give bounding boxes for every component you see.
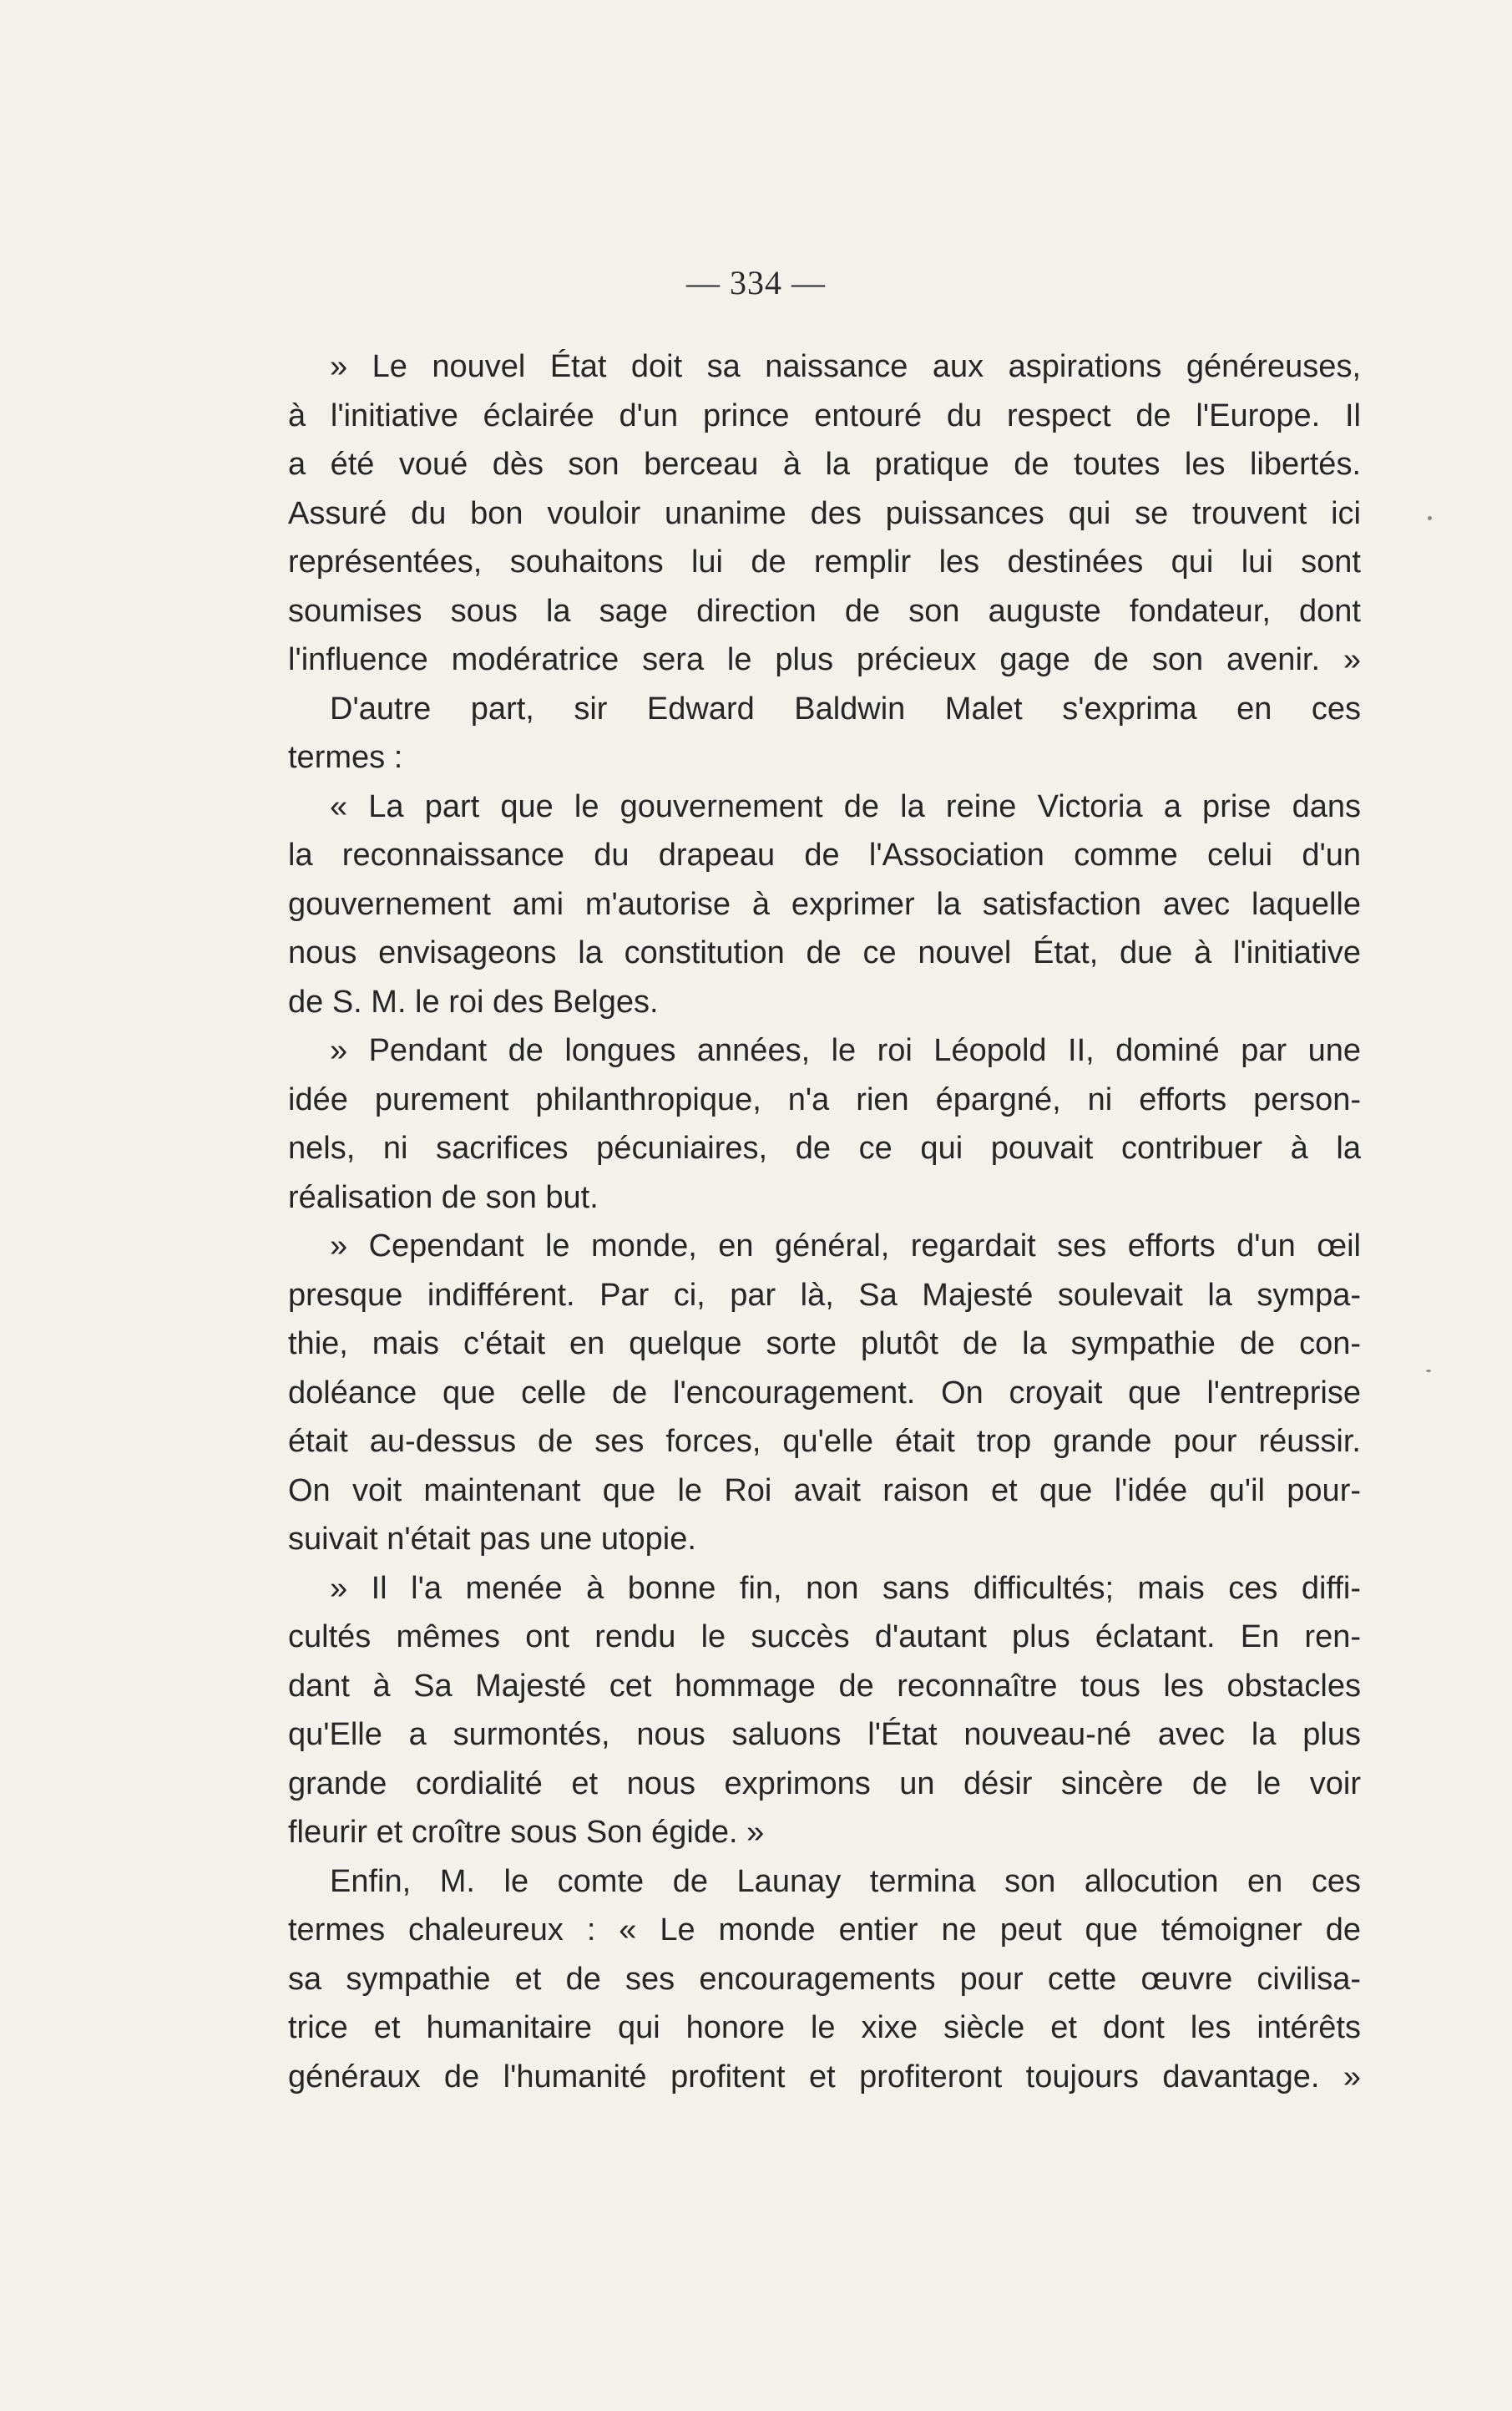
text-line: termes chaleureux : « Le monde entier ne peut que témoigner de <box>288 1912 1361 1948</box>
text-line: » Cependant le monde, en général, regardait ses efforts d'un œil <box>330 1228 1361 1264</box>
text-line: fleurir et croître sous Son égide. » <box>288 1815 765 1850</box>
text-line: » Il l'a menée à bonne fin, non sans difficultés; mais ces diffi- <box>330 1570 1361 1606</box>
text-line: nels, ni sacrifices pécuniaires, de ce qui pouvait contribuer à la <box>288 1131 1361 1166</box>
text-line: trice et humanitaire qui honore le xixe siècle et dont les intérêts <box>288 2010 1361 2045</box>
text-line: Enfin, M. le comte de Launay termina son allocution en ces <box>330 1863 1361 1899</box>
text-line: Assuré du bon vouloir unanime des puissances qui se trouvent ici <box>288 495 1361 531</box>
text-line: cultés mêmes ont rendu le succès d'autant plus éclatant. En ren- <box>288 1619 1361 1654</box>
text-line: presque indifférent. Par ci, par là, Sa Majesté soulevait la sympa- <box>288 1277 1361 1313</box>
text-line: » Pendant de longues années, le roi Léopold II, dominé par une <box>330 1033 1361 1068</box>
text-line: » Le nouvel État doit sa naissance aux aspirations généreuses, <box>330 349 1361 384</box>
text-line: à l'initiative éclairée d'un prince entouré du respect de l'Europe. Il <box>288 398 1361 433</box>
text-line: de S. M. le roi des Belges. <box>288 984 659 1020</box>
page-number: — 334 — <box>686 264 826 301</box>
text-line: « La part que le gouvernement de la reine Victoria a prise dans <box>330 788 1361 824</box>
margin-speck <box>1428 516 1432 520</box>
margin-speck <box>1426 1370 1431 1372</box>
text-line: dant à Sa Majesté cet hommage de reconnaître tous les obstacles <box>288 1668 1361 1704</box>
text-line: la reconnaissance du drapeau de l'Association comme celui d'un <box>288 838 1361 873</box>
text-line: D'autre part, sir Edward Baldwin Malet s'exprima en ces <box>330 691 1361 727</box>
text-line: l'influence modératrice sera le plus précieux gage de son avenir. » <box>288 642 1361 677</box>
text-line: suivait n'était pas une utopie. <box>288 1522 696 1557</box>
text-line: réalisation de son but. <box>288 1179 599 1215</box>
text-line: termes : <box>288 740 403 775</box>
text-line: grande cordialité et nous exprimons un désir sincère de le voir <box>288 1765 1361 1801</box>
text-line: gouvernement ami m'autorise à exprimer la satisfaction avec laquelle <box>288 886 1361 922</box>
text-line: On voit maintenant que le Roi avait raison et que l'idée qu'il pour- <box>288 1472 1361 1508</box>
text-line: qu'Elle a surmontés, nous saluons l'État nouveau-né avec la plus <box>288 1717 1361 1752</box>
text-line: thie, mais c'était en quelque sorte plutôt de la sympathie de con- <box>288 1326 1361 1361</box>
text-line: était au-dessus de ses forces, qu'elle était trop grande pour réussir. <box>288 1424 1361 1459</box>
text-line: représentées, souhaitons lui de remplir les destinées qui lui sont <box>288 545 1361 580</box>
text-line: généraux de l'humanité profitent et profiteront toujours davantage. » <box>288 2059 1361 2094</box>
body-text <box>288 342 1361 2101</box>
text-line: nous envisageons la constitution de ce nouvel État, due à l'initiative <box>288 935 1361 970</box>
text-line: doléance que celle de l'encouragement. On croyait que l'entreprise <box>288 1375 1361 1411</box>
text-line: soumises sous la sage direction de son auguste fondateur, dont <box>288 593 1361 629</box>
text-line: sa sympathie et de ses encouragements pour cette œuvre civilisa- <box>288 1961 1361 1997</box>
text-line: idée purement philanthropique, n'a rien épargné, ni efforts person- <box>288 1081 1361 1117</box>
text-line: a été voué dès son berceau à la pratique de toutes les libertés. <box>288 447 1361 482</box>
